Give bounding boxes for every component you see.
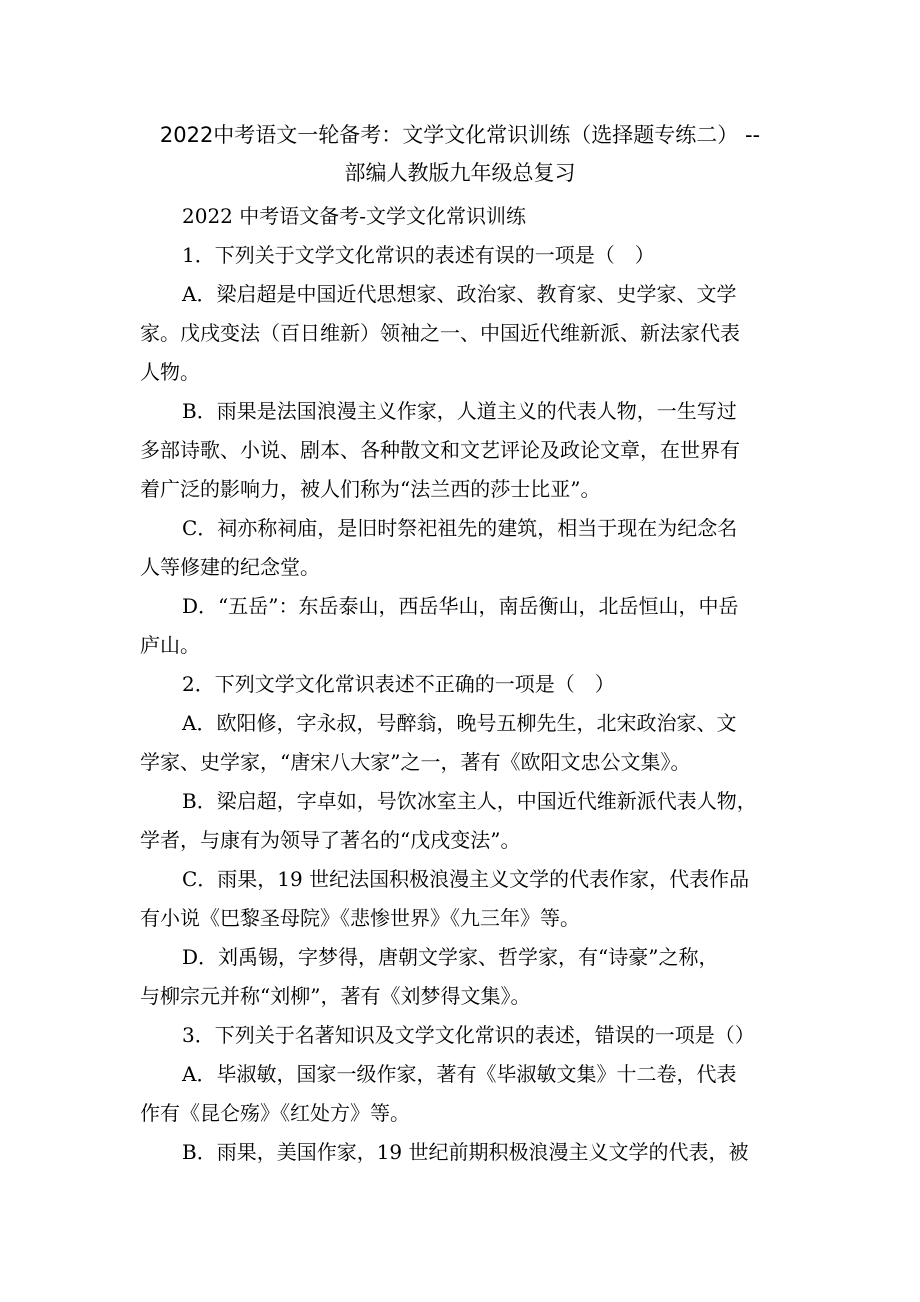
question-1: 1．下列关于文学文化常识的表述有误的一项是（ ） xyxy=(182,243,655,267)
question-1-option-a-cont: 人物。 xyxy=(140,360,200,384)
question-2-option-d: D．刘禹锡，字梦得，唐朝文学家、哲学家，有“诗豪”之称， xyxy=(182,945,719,969)
document-title-line-1: 2022中考语文一轮备考：文学文化常识训练（选择题专练二） -- xyxy=(159,123,761,147)
question-3-option-a: A．毕淑敏，国家一级作家，著有《毕淑敏文集》十二卷，代表 xyxy=(182,1062,737,1086)
subtitle: 2022 中考语文备考-文学文化常识训练 xyxy=(182,204,527,228)
question-1-option-a: A．梁启超是中国近代思想家、政治家、教育家、史学家、文学 xyxy=(182,282,737,306)
question-1-option-c: C．祠亦称祠庙，是旧时祭祀祖先的建筑，相当于现在为纪念名 xyxy=(182,516,738,540)
question-2-option-c: C．雨果，19 世纪法国积极浪漫主义文学的代表作家，代表作品 xyxy=(182,867,750,891)
question-2: 2．下列文学文化常识表述不正确的一项是（ ） xyxy=(182,672,615,696)
question-1-option-d: D．“五岳”：东岳泰山，西岳华山，南岳衡山，北岳恒山，中岳 xyxy=(182,594,739,618)
document-title-line-2: 部编人教版九年级总复习 xyxy=(344,161,576,185)
question-2-option-a-cont: 学家、史学家，“唐宋八大家”之一，著有《欧阳文忠公文集》。 xyxy=(140,750,691,774)
question-1-option-b: B．雨果是法国浪漫主义作家，人道主义的代表人物，一生写过 xyxy=(182,399,737,423)
question-1-option-b-cont: 着广泛的影响力，被人们称为“法兰西的莎士比亚”。 xyxy=(140,477,601,501)
question-2-option-b: B．梁启超，字卓如，号饮冰室主人，中国近代维新派代表人物， xyxy=(182,789,757,813)
question-1-option-c-cont: 人等修建的纪念堂。 xyxy=(140,555,320,579)
document-body xyxy=(140,197,785,1172)
question-2-option-a: A．欧阳修，字永叔，号醉翁，晚号五柳先生，北宋政治家、文 xyxy=(182,711,737,735)
question-1-option-d-cont: 庐山。 xyxy=(140,633,200,657)
question-2-option-c-cont: 有小说《巴黎圣母院》《悲惨世界》《九三年》等。 xyxy=(140,906,580,930)
question-3-option-b: B．雨果，美国作家，19 世纪前期积极浪漫主义文学的代表，被 xyxy=(182,1140,749,1164)
question-1-option-a-cont: 家。戊戌变法（百日维新）领袖之一、中国近代维新派、新法家代表 xyxy=(140,321,740,345)
question-3-option-a-cont: 作有《昆仑殇》《红处方》等。 xyxy=(140,1101,410,1125)
question-1-option-b-cont: 多部诗歌、小说、剧本、各种散文和文艺评论及政论文章，在世界有 xyxy=(140,438,740,462)
question-2-option-b-cont: 学者，与康有为领导了著名的“戊戌变法”。 xyxy=(140,828,521,852)
question-2-option-d-cont: 与柳宗元并称“刘柳”，著有《刘梦得文集》。 xyxy=(140,984,531,1008)
question-3: 3．下列关于名著知识及文学文化常识的表述，错误的一项是（） xyxy=(182,1023,755,1047)
